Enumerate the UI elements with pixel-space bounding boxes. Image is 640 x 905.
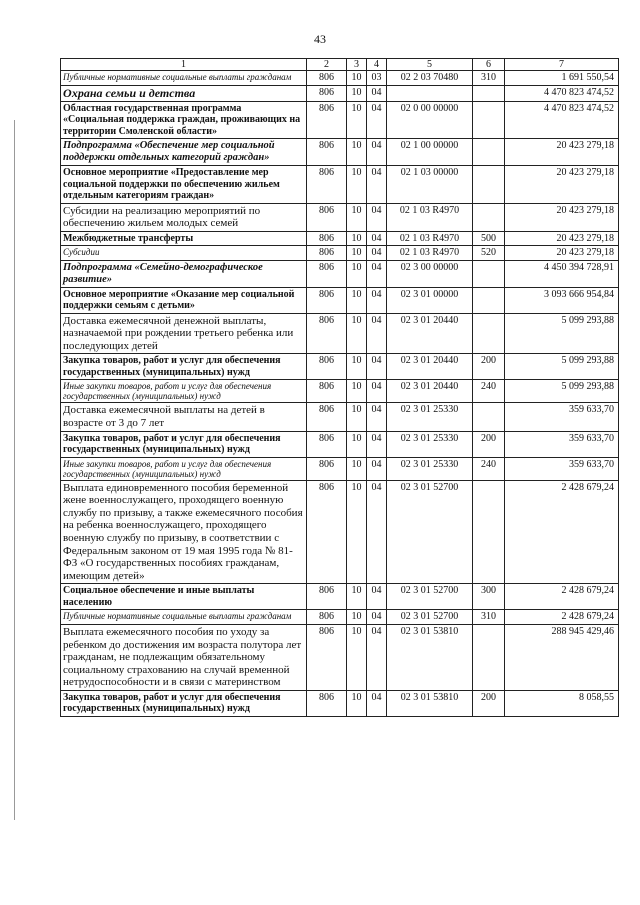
row-name-cell: Закупка товаров, работ и услуг для обеспечения государственных (муниципальных) нужд: [61, 690, 307, 716]
expense-type-cell: [473, 139, 505, 166]
amount-cell: 8 058,55: [505, 690, 619, 716]
amount-cell: 4 470 823 474,52: [505, 101, 619, 139]
subsection-code-cell: 04: [367, 431, 387, 457]
target-article-cell: 02 1 03 R4970: [387, 203, 473, 231]
row-name-cell: Основное мероприятие «Оказание мер социальной поддержки семьям с детьми»: [61, 287, 307, 313]
column-header: 3: [347, 59, 367, 71]
section-code-cell: 10: [347, 85, 367, 101]
subsection-code-cell: 04: [367, 584, 387, 610]
target-article-cell: 02 3 00 00000: [387, 260, 473, 287]
amount-cell: 5 099 293,88: [505, 380, 619, 403]
subsection-code-cell: 04: [367, 457, 387, 480]
section-code-cell: 10: [347, 203, 367, 231]
target-article-cell: 02 3 01 25330: [387, 431, 473, 457]
expense-type-cell: [473, 624, 505, 690]
table-row: [61, 203, 619, 231]
table-row: [61, 101, 619, 139]
table-row: [61, 610, 619, 625]
section-code-cell: 10: [347, 380, 367, 403]
table-row: [61, 260, 619, 287]
admin-code-cell: 806: [307, 246, 347, 261]
table-row: [61, 403, 619, 431]
target-article-cell: 02 3 01 53810: [387, 624, 473, 690]
expense-type-cell: [473, 203, 505, 231]
row-name-cell: Выплата единовременного пособия беременной жене военнослужащего, проходящего военную службу по призыву, а также ежемесячного пособия на ребенка военнослужащего, проходящего военную службу по призыву, в соответствии с Федеральным законом от 19 мая 1995 года № 81-ФЗ «О государственных пособиях гражданам, имеющим детей»: [61, 480, 307, 584]
table-row: [61, 246, 619, 261]
section-code-cell: 10: [347, 246, 367, 261]
section-code-cell: 10: [347, 354, 367, 380]
expense-type-cell: 200: [473, 690, 505, 716]
subsection-code-cell: 04: [367, 166, 387, 204]
target-article-cell: 02 3 01 52700: [387, 610, 473, 625]
admin-code-cell: 806: [307, 85, 347, 101]
column-header: 7: [505, 59, 619, 71]
section-code-cell: 10: [347, 231, 367, 246]
table-row: [61, 431, 619, 457]
admin-code-cell: 806: [307, 231, 347, 246]
admin-code-cell: 806: [307, 624, 347, 690]
admin-code-cell: 806: [307, 260, 347, 287]
section-code-cell: 10: [347, 139, 367, 166]
expense-type-cell: 240: [473, 457, 505, 480]
admin-code-cell: 806: [307, 287, 347, 313]
target-article-cell: 02 1 03 R4970: [387, 246, 473, 261]
row-name-cell: Основное мероприятие «Предоставление мер социальной поддержки по обеспечению жильем отдельным категориям граждан»: [61, 166, 307, 204]
binding-margin-line: [14, 120, 15, 820]
target-article-cell: 02 3 01 25330: [387, 457, 473, 480]
row-name-cell: Публичные нормативные социальные выплаты гражданам: [61, 71, 307, 86]
section-code-cell: 10: [347, 610, 367, 625]
section-code-cell: 10: [347, 431, 367, 457]
amount-cell: 20 423 279,18: [505, 246, 619, 261]
table-row: [61, 166, 619, 204]
row-name-cell: Иные закупки товаров, работ и услуг для обеспечения государственных (муниципальных) нужд: [61, 380, 307, 403]
target-article-cell: 02 2 03 70480: [387, 71, 473, 86]
section-code-cell: 10: [347, 287, 367, 313]
table-row: [61, 71, 619, 86]
expense-type-cell: [473, 166, 505, 204]
column-header: 6: [473, 59, 505, 71]
table-body: [61, 71, 619, 717]
column-header: 4: [367, 59, 387, 71]
subsection-code-cell: 04: [367, 610, 387, 625]
subsection-code-cell: 04: [367, 690, 387, 716]
expense-type-cell: 500: [473, 231, 505, 246]
subsection-code-cell: 04: [367, 354, 387, 380]
column-header: 2: [307, 59, 347, 71]
admin-code-cell: 806: [307, 457, 347, 480]
row-name-cell: Закупка товаров, работ и услуг для обеспечения государственных (муниципальных) нужд: [61, 354, 307, 380]
section-code-cell: 10: [347, 690, 367, 716]
section-code-cell: 10: [347, 313, 367, 354]
target-article-cell: 02 1 03 R4970: [387, 231, 473, 246]
amount-cell: 20 423 279,18: [505, 231, 619, 246]
table-row: [61, 690, 619, 716]
admin-code-cell: 806: [307, 313, 347, 354]
row-name-cell: Доставка ежемесячной денежной выплаты, назначаемой при рождении третьего ребенка или последующих детей: [61, 313, 307, 354]
amount-cell: 2 428 679,24: [505, 480, 619, 584]
target-article-cell: 02 3 01 20440: [387, 354, 473, 380]
target-article-cell: 02 3 01 00000: [387, 287, 473, 313]
expense-type-cell: 310: [473, 71, 505, 86]
expense-type-cell: 200: [473, 431, 505, 457]
row-name-cell: Субсидии: [61, 246, 307, 261]
table-row: [61, 231, 619, 246]
amount-cell: 5 099 293,88: [505, 313, 619, 354]
admin-code-cell: 806: [307, 203, 347, 231]
section-code-cell: 10: [347, 166, 367, 204]
target-article-cell: 02 3 01 20440: [387, 313, 473, 354]
budget-table-sheet: [60, 58, 618, 717]
amount-cell: 4 470 823 474,52: [505, 85, 619, 101]
admin-code-cell: 806: [307, 166, 347, 204]
target-article-cell: 02 0 00 00000: [387, 101, 473, 139]
admin-code-cell: 806: [307, 584, 347, 610]
expense-type-cell: 200: [473, 354, 505, 380]
amount-cell: 3 093 666 954,84: [505, 287, 619, 313]
target-article-cell: 02 3 01 52700: [387, 584, 473, 610]
target-article-cell: 02 3 01 25330: [387, 403, 473, 431]
row-name-cell: Выплата ежемесячного пособия по уходу за ребенком до достижения им возраста полутора лет гражданам, не подлежащим обязательному социальному страхованию на случай временной нетрудоспособности и в связи с материнством: [61, 624, 307, 690]
target-article-cell: [387, 85, 473, 101]
subsection-code-cell: 04: [367, 85, 387, 101]
amount-cell: 5 099 293,88: [505, 354, 619, 380]
row-name-cell: Субсидии на реализацию мероприятий по обеспечению жильем молодых семей: [61, 203, 307, 231]
amount-cell: 359 633,70: [505, 457, 619, 480]
expense-type-cell: [473, 101, 505, 139]
column-header: 1: [61, 59, 307, 71]
section-code-cell: 10: [347, 457, 367, 480]
amount-cell: 359 633,70: [505, 403, 619, 431]
admin-code-cell: 806: [307, 480, 347, 584]
subsection-code-cell: 04: [367, 246, 387, 261]
admin-code-cell: 806: [307, 380, 347, 403]
admin-code-cell: 806: [307, 354, 347, 380]
admin-code-cell: 806: [307, 139, 347, 166]
row-name-cell: Иные закупки товаров, работ и услуг для обеспечения государственных (муниципальных) нужд: [61, 457, 307, 480]
expense-type-cell: [473, 480, 505, 584]
subsection-code-cell: 04: [367, 287, 387, 313]
table-header-row: [61, 59, 619, 71]
subsection-code-cell: 04: [367, 624, 387, 690]
row-name-cell: Подпрограмма «Обеспечение мер социальной поддержки отдельных категорий граждан»: [61, 139, 307, 166]
row-name-cell: Публичные нормативные социальные выплаты гражданам: [61, 610, 307, 625]
table-row: [61, 313, 619, 354]
subsection-code-cell: 04: [367, 203, 387, 231]
admin-code-cell: 806: [307, 403, 347, 431]
row-name-cell: Доставка ежемесячной выплаты на детей в возрасте от 3 до 7 лет: [61, 403, 307, 431]
column-header: 5: [387, 59, 473, 71]
admin-code-cell: 806: [307, 431, 347, 457]
amount-cell: 20 423 279,18: [505, 139, 619, 166]
subsection-code-cell: 04: [367, 403, 387, 431]
table-row: [61, 584, 619, 610]
amount-cell: 4 450 394 728,91: [505, 260, 619, 287]
expense-type-cell: [473, 403, 505, 431]
row-name-cell: Областная государственная программа «Социальная поддержка граждан, проживающих на территории Смоленской области»: [61, 101, 307, 139]
expense-type-cell: 240: [473, 380, 505, 403]
target-article-cell: 02 3 01 52700: [387, 480, 473, 584]
subsection-code-cell: 04: [367, 260, 387, 287]
subsection-code-cell: 04: [367, 139, 387, 166]
table-row: [61, 354, 619, 380]
page-number: 43: [314, 32, 326, 46]
target-article-cell: 02 3 01 20440: [387, 380, 473, 403]
expense-type-cell: [473, 260, 505, 287]
amount-cell: 1 691 550,54: [505, 71, 619, 86]
section-code-cell: 10: [347, 260, 367, 287]
table-row: [61, 380, 619, 403]
subsection-code-cell: 04: [367, 480, 387, 584]
table-row: [61, 457, 619, 480]
expense-type-cell: [473, 287, 505, 313]
section-code-cell: 10: [347, 624, 367, 690]
subsection-code-cell: 04: [367, 101, 387, 139]
section-code-cell: 10: [347, 101, 367, 139]
row-name-cell: Подпрограмма «Семейно-демографическое развитие»: [61, 260, 307, 287]
admin-code-cell: 806: [307, 71, 347, 86]
target-article-cell: 02 3 01 53810: [387, 690, 473, 716]
row-name-cell: Охрана семьи и детства: [61, 85, 307, 101]
row-name-cell: Межбюджетные трансферты: [61, 231, 307, 246]
admin-code-cell: 806: [307, 101, 347, 139]
amount-cell: 2 428 679,24: [505, 610, 619, 625]
subsection-code-cell: 04: [367, 313, 387, 354]
amount-cell: 20 423 279,18: [505, 166, 619, 204]
amount-cell: 20 423 279,18: [505, 203, 619, 231]
target-article-cell: 02 1 00 00000: [387, 139, 473, 166]
table-row: [61, 480, 619, 584]
row-name-cell: Социальное обеспечение и иные выплаты населению: [61, 584, 307, 610]
target-article-cell: 02 1 03 00000: [387, 166, 473, 204]
expense-type-cell: [473, 313, 505, 354]
table-row: [61, 85, 619, 101]
admin-code-cell: 806: [307, 690, 347, 716]
table-row: [61, 139, 619, 166]
section-code-cell: 10: [347, 480, 367, 584]
row-name-cell: Закупка товаров, работ и услуг для обеспечения государственных (муниципальных) нужд: [61, 431, 307, 457]
subsection-code-cell: 03: [367, 71, 387, 86]
expense-type-cell: 310: [473, 610, 505, 625]
section-code-cell: 10: [347, 584, 367, 610]
section-code-cell: 10: [347, 71, 367, 86]
table-row: [61, 287, 619, 313]
section-code-cell: 10: [347, 403, 367, 431]
subsection-code-cell: 04: [367, 231, 387, 246]
amount-cell: 288 945 429,46: [505, 624, 619, 690]
amount-cell: 359 633,70: [505, 431, 619, 457]
table-row: [61, 624, 619, 690]
amount-cell: 2 428 679,24: [505, 584, 619, 610]
admin-code-cell: 806: [307, 610, 347, 625]
expense-type-cell: [473, 85, 505, 101]
budget-table: [60, 58, 619, 717]
expense-type-cell: 300: [473, 584, 505, 610]
expense-type-cell: 520: [473, 246, 505, 261]
subsection-code-cell: 04: [367, 380, 387, 403]
